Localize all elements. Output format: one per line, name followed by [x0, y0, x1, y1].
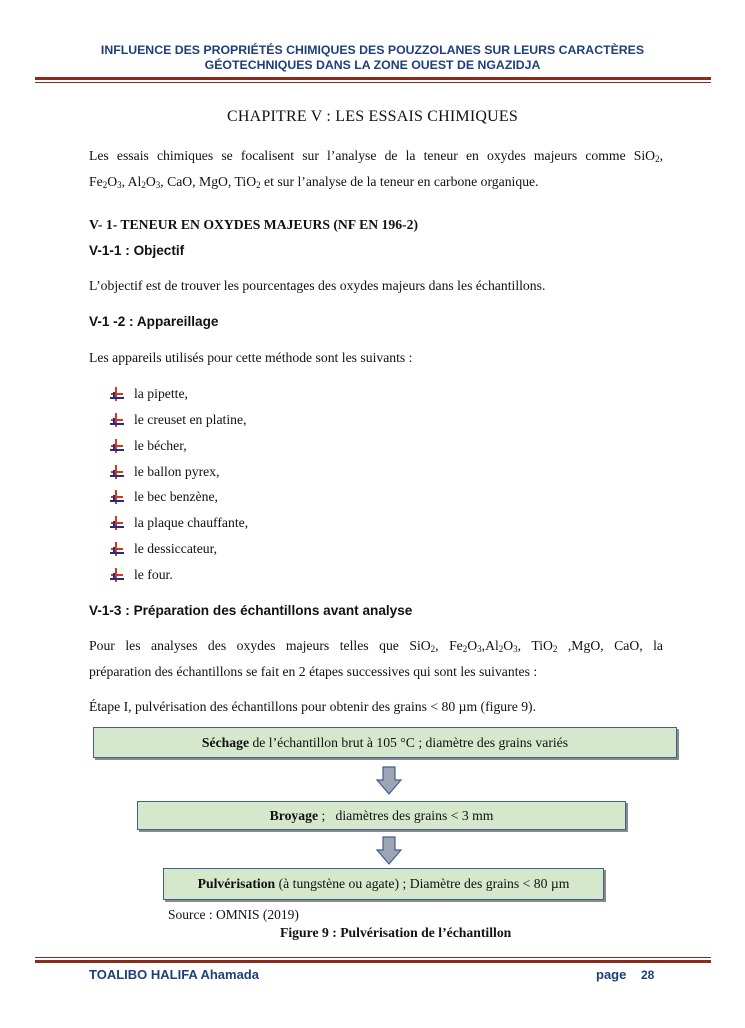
prep-line1: Pour les analyses des oxydes majeurs telles que SiO$_2$, $Fe_2O_3,Al_2O_3$, TiO$_2$ ,MgO, CaO, la: [89, 638, 663, 654]
figure-caption: Figure 9 : Pulvérisation de l’échantillon: [280, 925, 512, 940]
intro-line2: $Fe_2O_3$, $Al_2O_3$, CaO, MgO, TiO$_2$ et sur l’analyse de la teneur en carbone organique.: [89, 174, 539, 190]
apparatus-intro: Les appareils utilisés pour cette méthode sont les suivants :: [89, 350, 413, 365]
arrow-down-icon: [375, 766, 403, 796]
subsection-objectif: V-1-1 : Objectif: [89, 243, 185, 258]
header-rule: [35, 77, 711, 80]
footer-author: TOALIBO HALIFA Ahamada: [89, 967, 259, 982]
bullet-icon: [110, 413, 124, 427]
flow-box-sechage: Séchage de l’échantillon brut à 105 °C ; diamètre des grains variés: [93, 727, 677, 758]
bullet-icon: [110, 516, 124, 530]
running-header-line1: INFLUENCE DES PROPRIÉTÉS CHIMIQUES DES POUZZOLANES SUR LEURS CARACTÈRES: [100, 43, 645, 57]
footer-page-label: page: [596, 967, 627, 982]
flow-box-broyage: Broyage ; diamètres des grains < 3 mm: [137, 801, 626, 830]
footer-rule: [35, 960, 711, 963]
arrow-down-icon: [375, 836, 403, 866]
list-item: le four.: [110, 565, 173, 585]
bullet-icon: [110, 465, 124, 479]
list-item: le bec benzène,: [110, 487, 218, 507]
running-header-line2: GÉOTECHNIQUES DANS LA ZONE OUEST DE NGAZIDJA: [204, 58, 541, 72]
list-item: le creuset en platine,: [110, 410, 247, 430]
bullet-icon: [110, 387, 124, 401]
list-item: la pipette,: [110, 384, 188, 404]
subsection-appareillage: V-1 -2 : Appareillage: [89, 314, 219, 329]
footer-rule-thin: [35, 957, 711, 958]
list-item: le dessiccateur,: [110, 539, 217, 559]
bullet-icon: [110, 568, 124, 582]
objective-text: L’objectif est de trouver les pourcentages des oxydes majeurs dans les échantillons.: [89, 278, 546, 293]
figure-source: Source : OMNIS (2019): [168, 907, 299, 922]
prep-line2: préparation des échantillons se fait en 2 étapes successives qui sont les suivantes :: [89, 664, 538, 679]
bullet-icon: [110, 439, 124, 453]
list-item: le ballon pyrex,: [110, 462, 220, 482]
header-rule-thin: [35, 82, 711, 83]
subsection-preparation: V-1-3 : Préparation des échantillons avant analyse: [89, 603, 413, 618]
intro-line1: Les essais chimiques se focalisent sur l’analyse de la teneur en oxydes majeurs comme SiO$_2$,: [89, 148, 663, 164]
list-item: la plaque chauffante,: [110, 513, 248, 533]
bullet-icon: [110, 490, 124, 504]
flow-box-pulverisation: Pulvérisation (à tungstène ou agate) ; Diamètre des grains < 80 µm: [163, 868, 604, 900]
list-item: le bécher,: [110, 436, 187, 456]
prep-line3: Étape I, pulvérisation des échantillons pour obtenir des grains < 80 µm (figure 9).: [89, 699, 537, 714]
section-heading: V- 1- TENEUR EN OXYDES MAJEURS (NF EN 196-2): [89, 217, 419, 232]
chapter-title: CHAPITRE V : LES ESSAIS CHIMIQUES: [227, 108, 518, 125]
bullet-icon: [110, 542, 124, 556]
page-number: 28: [641, 968, 655, 982]
